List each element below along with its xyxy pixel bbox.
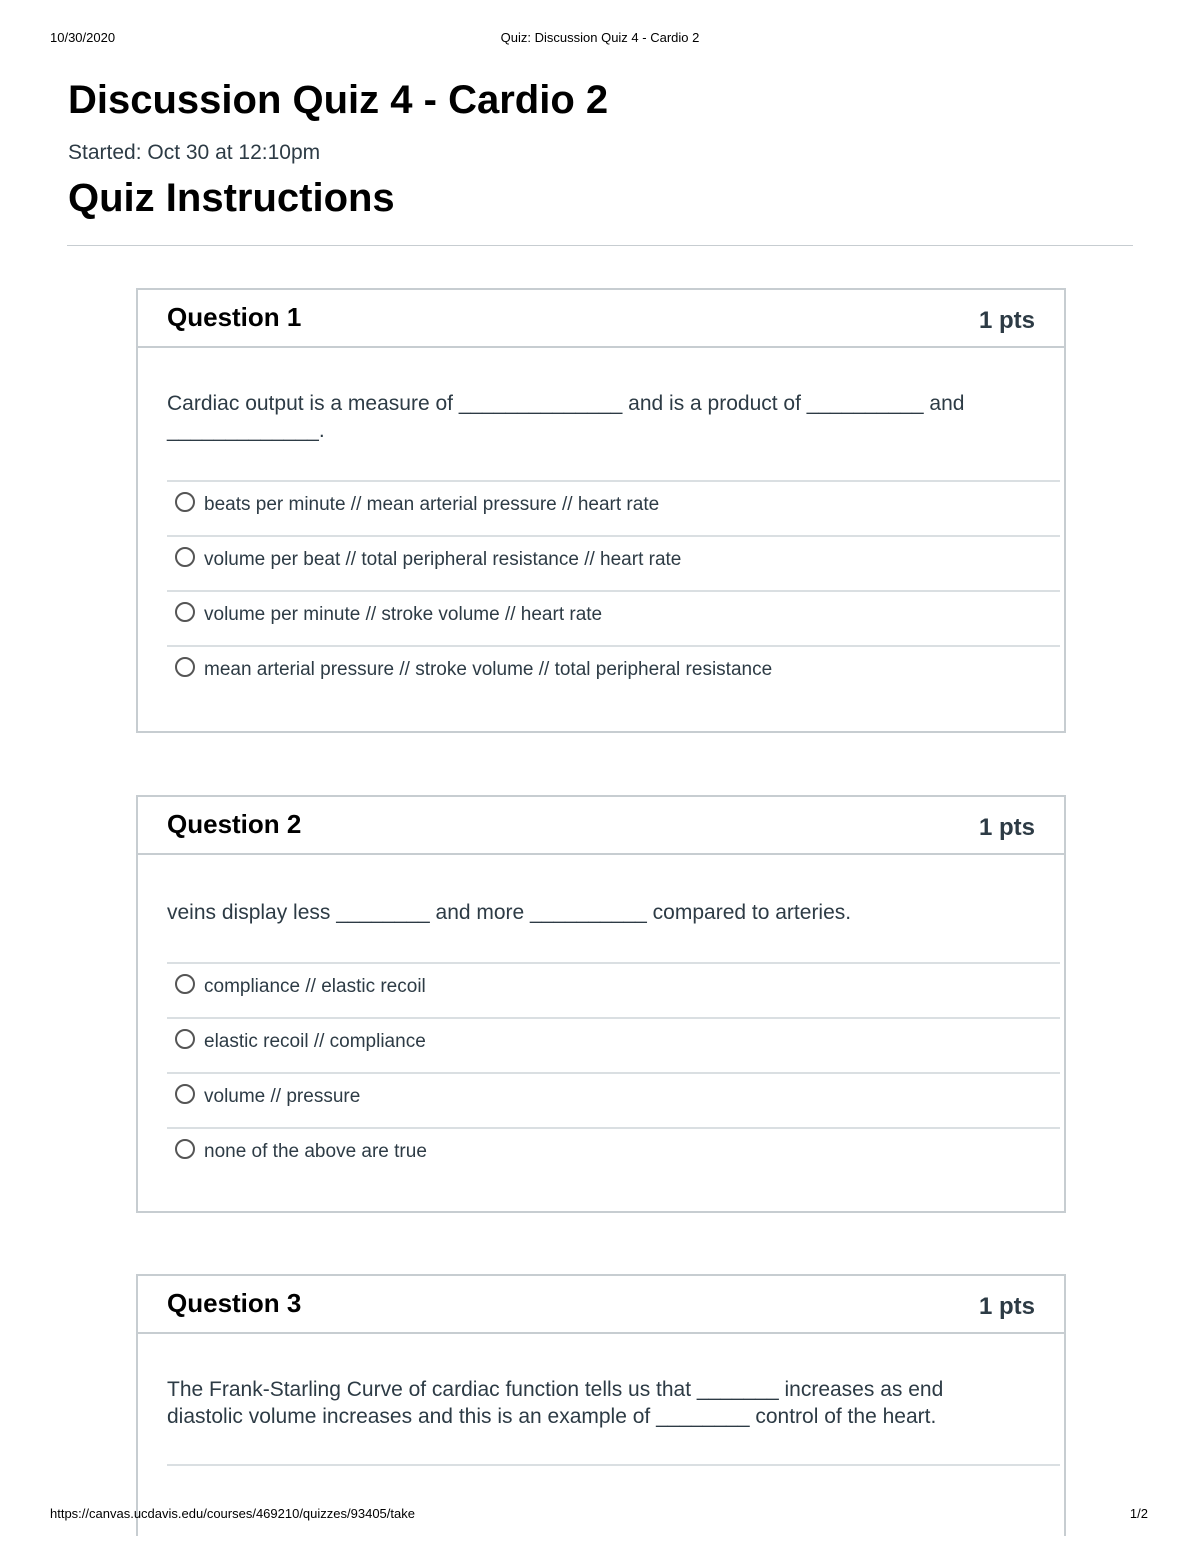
answer-label: volume // pressure <box>204 1086 361 1107</box>
answer-option[interactable] <box>167 1017 1060 1072</box>
print-date: 10/30/2020 <box>50 30 116 45</box>
answer-label: none of the above are true <box>204 1141 427 1162</box>
answer-option[interactable] <box>167 480 1060 535</box>
answer-option[interactable] <box>167 1127 1060 1182</box>
answer-option[interactable] <box>167 1072 1060 1127</box>
radio-button[interactable] <box>175 1084 195 1104</box>
radio-button[interactable] <box>175 547 195 567</box>
radio-button[interactable] <box>175 1029 195 1049</box>
answer-option[interactable] <box>167 535 1060 590</box>
question-header <box>138 797 1064 855</box>
answer-label: compliance // elastic recoil <box>204 976 426 997</box>
answer-option[interactable] <box>167 962 1060 1017</box>
header-divider <box>67 245 1133 246</box>
print-header <box>50 30 1150 48</box>
quiz-instructions-heading: Quiz Instructions <box>68 176 395 220</box>
answer-list <box>167 962 1060 1182</box>
question-name: Question 3 <box>167 1288 302 1318</box>
question-text: veins display less ________ and more __________ compared to arteries. <box>167 901 852 924</box>
answer-label: mean arterial pressure // stroke volume // total peripheral resistance <box>204 659 773 680</box>
answer-label: beats per minute // mean arterial pressure // heart rate <box>204 494 660 515</box>
answer-label: elastic recoil // compliance <box>204 1031 426 1052</box>
question-name: Question 1 <box>167 302 302 332</box>
answer-list <box>167 480 1060 700</box>
question-card-1 <box>136 288 1066 733</box>
print-url: https://canvas.ucdavis.edu/courses/469210/quizzes/93405/take <box>50 1506 415 1521</box>
question-points: 1 pts <box>978 307 1035 334</box>
radio-button[interactable] <box>175 1139 195 1159</box>
question-card-2 <box>136 795 1066 1213</box>
radio-button[interactable] <box>175 492 195 512</box>
answer-option[interactable] <box>167 590 1060 645</box>
question-name: Question 2 <box>167 809 302 839</box>
print-footer <box>50 1506 1148 1524</box>
radio-button[interactable] <box>175 657 195 677</box>
question-text: Cardiac output is a measure of ______________ and is a product of __________ and _____________. <box>167 392 965 442</box>
question-card-3 <box>136 1274 1066 1536</box>
quiz-title: Discussion Quiz 4 - Cardio 2 <box>68 78 609 122</box>
answer-option[interactable] <box>167 645 1060 700</box>
radio-button[interactable] <box>175 974 195 994</box>
answer-label: volume per minute // stroke volume // heart rate <box>204 604 603 625</box>
print-page-title: Quiz: Discussion Quiz 4 - Cardio 2 <box>500 30 700 45</box>
radio-button[interactable] <box>175 602 195 622</box>
question-text: The Frank-Starling Curve of cardiac function tells us that _______ increases as end diastolic volume increases and this is an example of ________ control of the heart. <box>167 1378 944 1428</box>
answer-label: volume per beat // total peripheral resistance // heart rate <box>204 549 682 570</box>
quiz-started-time: Started: Oct 30 at 12:10pm <box>68 141 321 164</box>
print-page-number: 1/2 <box>1129 1506 1148 1521</box>
question-header <box>138 290 1064 348</box>
question-points: 1 pts <box>978 1293 1035 1320</box>
question-header <box>138 1276 1064 1334</box>
question-points: 1 pts <box>978 814 1035 841</box>
